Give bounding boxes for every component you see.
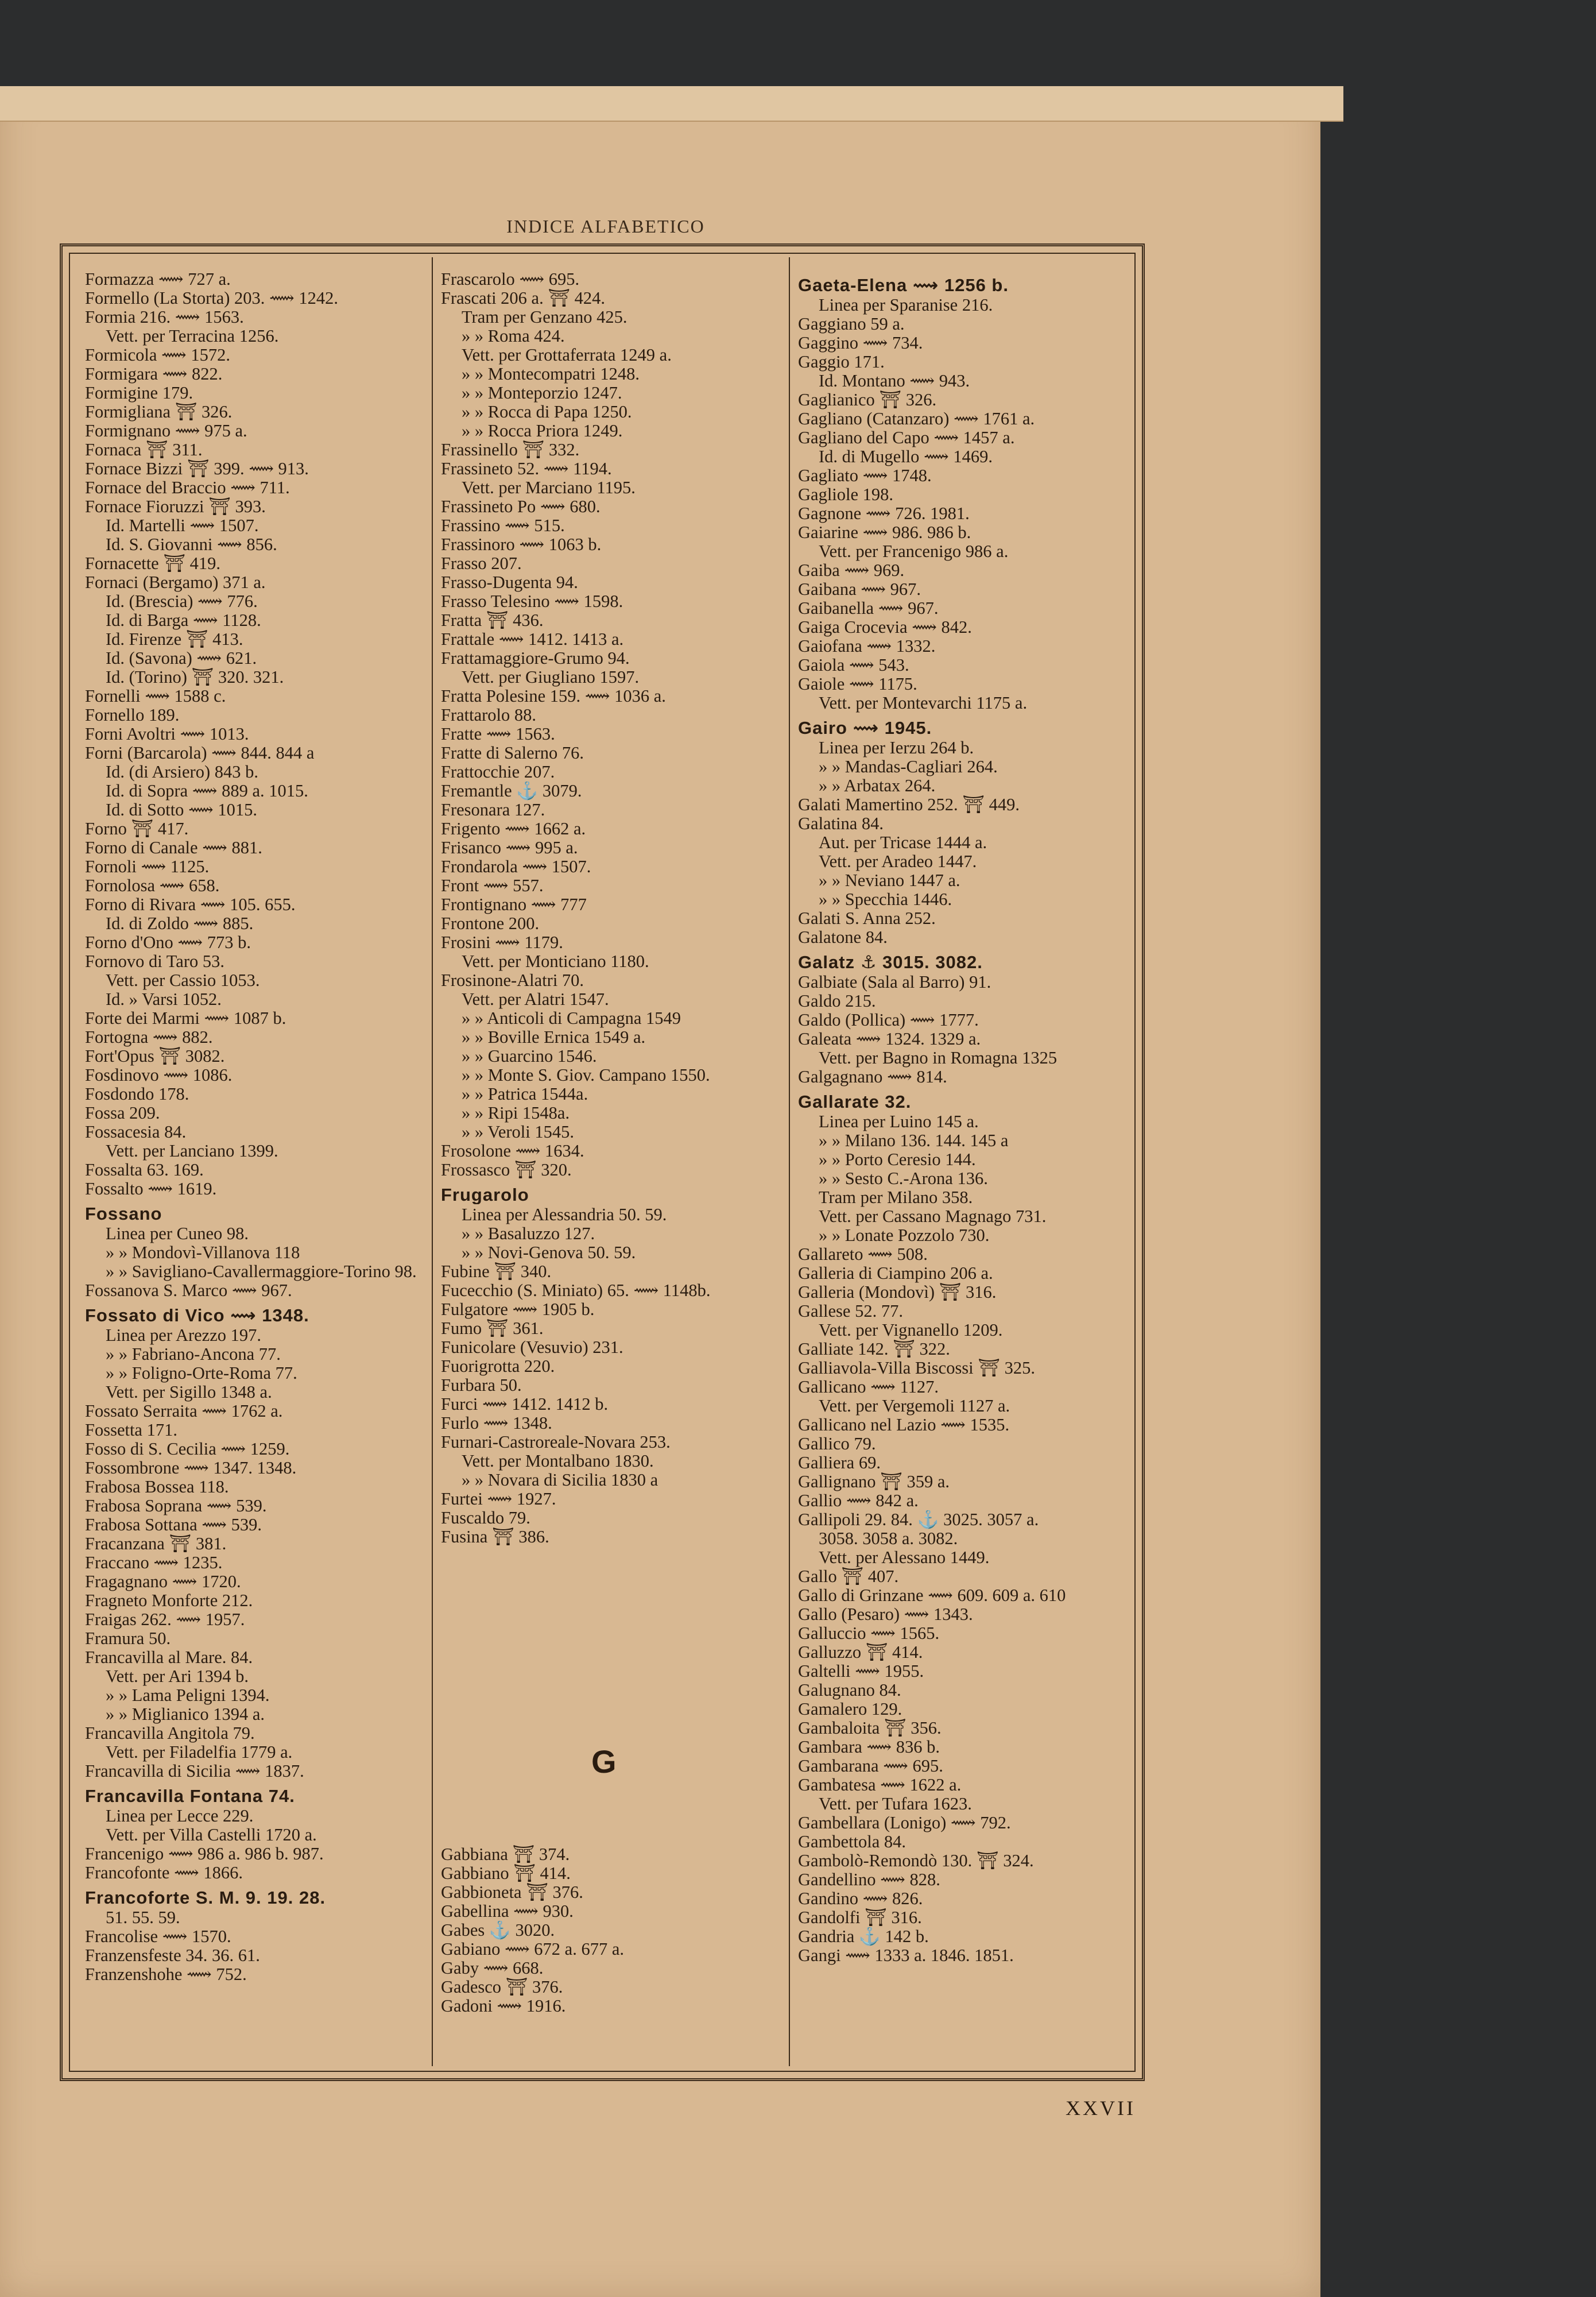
index-entry: Frascati 206 a. ⛩ 424. xyxy=(441,289,606,308)
index-entry: » » Guarcino 1546. xyxy=(462,1047,597,1066)
index-entry: Gagliato ⟿ 1748. xyxy=(798,466,932,485)
index-entry: Gaggiano 59 a. xyxy=(798,315,905,334)
index-entry: Fornoli ⟿ 1125. xyxy=(85,857,210,876)
index-entry: Fragneto Monforte 212. xyxy=(85,1591,253,1610)
index-entry: Gallo ⛩ 407. xyxy=(798,1567,899,1586)
index-entry: Fornace Fioruzzi ⛩ 393. xyxy=(85,497,266,516)
index-entry: » » Arbatax 264. xyxy=(819,776,936,795)
index-entry: Fratte di Salerno 76. xyxy=(441,744,584,763)
index-entry: Galdo (Pollica) ⟿ 1777. xyxy=(798,1011,979,1030)
index-entry: Gallareto ⟿ 508. xyxy=(798,1245,928,1264)
index-entry: Gambatesa ⟿ 1622 a. xyxy=(798,1776,962,1795)
index-entry: Forte dei Marmi ⟿ 1087 b. xyxy=(85,1009,286,1028)
index-entry: Furlo ⟿ 1348. xyxy=(441,1414,552,1433)
index-entry: Linea per Alessandria 50. 59. xyxy=(462,1205,667,1224)
index-heading: Francoforte S. M. 9. 19. 28. xyxy=(85,1888,326,1907)
index-entry: Frattale ⟿ 1412. 1413 a. xyxy=(441,630,624,649)
index-entry: Vett. per Vignanello 1209. xyxy=(819,1321,1003,1340)
index-entry: Formigine 179. xyxy=(85,384,193,403)
index-entry: Vett. per Marciano 1195. xyxy=(462,478,636,497)
index-entry: Frabosa Soprana ⟿ 539. xyxy=(85,1496,267,1515)
index-entry: Gadesco ⛩ 376. xyxy=(441,1978,563,1997)
index-entry: Vett. per Alessano 1449. xyxy=(819,1548,990,1567)
index-entry: Formicola ⟿ 1572. xyxy=(85,346,230,365)
index-column-3 xyxy=(798,270,1137,1965)
index-entry: » » Montecompatri 1248. xyxy=(462,365,640,384)
index-entry: » » Patrica 1544a. xyxy=(462,1085,588,1104)
index-entry: Id. (Savona) ⟿ 621. xyxy=(106,649,257,668)
index-entry: Galliavola-Villa Biscossi ⛩ 325. xyxy=(798,1359,1036,1378)
index-entry: Galdo 215. xyxy=(798,992,876,1011)
index-entry: Fortogna ⟿ 882. xyxy=(85,1028,213,1047)
index-entry: Id. » Varsi 1052. xyxy=(106,990,222,1009)
index-entry: Vett. per Montalbano 1830. xyxy=(462,1452,654,1471)
index-entry: Gambettola 84. xyxy=(798,1832,907,1851)
index-entry: Fracanzana ⛩ 381. xyxy=(85,1534,227,1553)
index-entry: Fumo ⛩ 361. xyxy=(441,1319,544,1338)
index-heading: Gallarate 32. xyxy=(798,1092,912,1111)
index-entry: Francofonte ⟿ 1866. xyxy=(85,1863,243,1882)
index-entry: Gabbiana ⛩ 374. xyxy=(441,1845,570,1864)
index-entry: Francavilla di Sicilia ⟿ 1837. xyxy=(85,1762,304,1781)
index-entry: Tram per Milano 358. xyxy=(819,1188,973,1207)
index-entry: » » Lonate Pozzolo 730. xyxy=(819,1226,990,1245)
index-column-1 xyxy=(85,270,424,1984)
index-entry: » » Miglianico 1394 a. xyxy=(106,1705,265,1724)
index-entry: Gabbiano ⛩ 414. xyxy=(441,1864,571,1883)
index-entry: Frosini ⟿ 1179. xyxy=(441,933,563,952)
index-entry: Gallo di Grinzane ⟿ 609. 609 a. 610 xyxy=(798,1586,1066,1605)
index-entry: Id. di Zoldo ⟿ 885. xyxy=(106,914,254,933)
index-entry: Gaiarine ⟿ 986. 986 b. xyxy=(798,523,971,542)
index-entry: Id. di Sopra ⟿ 889 a. 1015. xyxy=(106,782,308,801)
index-entry: Vett. per Vergemoli 1127 a. xyxy=(819,1397,1010,1416)
index-heading: Francavilla Fontana 74. xyxy=(85,1786,295,1805)
index-entry: Fulgatore ⟿ 1905 b. xyxy=(441,1300,595,1319)
index-entry: Galugnano 84. xyxy=(798,1681,901,1700)
index-entry: Furci ⟿ 1412. 1412 b. xyxy=(441,1395,609,1414)
index-entry: Framura 50. xyxy=(85,1629,171,1648)
index-entry: Aut. per Tricase 1444 a. xyxy=(819,833,987,852)
index-entry: Furnari-Castroreale-Novara 253. xyxy=(441,1433,671,1452)
index-entry: Gagliole 198. xyxy=(798,485,894,504)
index-entry: Formignano ⟿ 975 a. xyxy=(85,421,247,440)
index-entry: Fornelli ⟿ 1588 c. xyxy=(85,687,226,706)
index-entry: Frassinello ⛩ 332. xyxy=(441,440,580,459)
index-entry: Fubine ⛩ 340. xyxy=(441,1262,552,1281)
index-entry: Id. S. Giovanni ⟿ 856. xyxy=(106,535,277,554)
index-entry: Frassineto 52. ⟿ 1194. xyxy=(441,459,612,478)
index-entry: Galleria di Ciampino 206 a. xyxy=(798,1264,993,1283)
index-entry: Franzenshohe ⟿ 752. xyxy=(85,1965,247,1984)
index-entry: » » Sesto C.-Arona 136. xyxy=(819,1169,988,1188)
index-entry: Funicolare (Vesuvio) 231. xyxy=(441,1338,623,1357)
index-entry: Gaibana ⟿ 967. xyxy=(798,580,921,599)
index-entry: Id. Firenze ⛩ 413. xyxy=(106,630,243,649)
index-entry: Gandolfi ⛩ 316. xyxy=(798,1908,922,1927)
index-entry: Tram per Genzano 425. xyxy=(462,308,627,327)
index-entry: Fusina ⛩ 386. xyxy=(441,1528,549,1546)
index-entry: Id. di Sotto ⟿ 1015. xyxy=(106,801,258,819)
running-head: INDICE ALFABETICO xyxy=(506,216,705,237)
index-heading: Fossano xyxy=(85,1204,162,1223)
index-entry: Fornello 189. xyxy=(85,706,180,725)
index-entry: Fuscaldo 79. xyxy=(441,1509,530,1528)
index-entry: Fossato Serraita ⟿ 1762 a. xyxy=(85,1402,283,1421)
index-entry: Gallipoli 29. 84. ⚓ 3025. 3057 a. xyxy=(798,1510,1039,1529)
index-entry: Frontone 200. xyxy=(441,914,540,933)
index-entry: Frosolone ⟿ 1634. xyxy=(441,1142,584,1161)
index-entry: Fossanova S. Marco ⟿ 967. xyxy=(85,1281,292,1300)
index-entry: Frattarolo 88. xyxy=(441,706,537,725)
index-entry: Vett. per Villa Castelli 1720 a. xyxy=(106,1826,317,1844)
index-entry: 51. 55. 59. xyxy=(106,1908,180,1927)
page-top-edge xyxy=(0,86,1343,122)
index-entry: Galluccio ⟿ 1565. xyxy=(798,1624,940,1643)
index-entry: Forno di Rivara ⟿ 105. 655. xyxy=(85,895,296,914)
index-entry: Fossalta 63. 169. xyxy=(85,1161,204,1180)
index-entry: Vett. per Filadelfia 1779 a. xyxy=(106,1743,293,1762)
index-entry: Forno di Canale ⟿ 881. xyxy=(85,838,262,857)
index-entry: Linea per Ierzu 264 b. xyxy=(819,738,974,757)
index-heading: Gaeta-Elena ⟿ 1256 b. xyxy=(798,276,1009,295)
index-entry: » » Novara di Sicilia 1830 a xyxy=(462,1471,658,1490)
index-entry: Id. Montano ⟿ 943. xyxy=(819,372,970,390)
index-entry: » » Specchia 1446. xyxy=(819,890,952,909)
index-entry: Fossacesia 84. xyxy=(85,1123,187,1142)
index-entry: 3058. 3058 a. 3082. xyxy=(819,1529,958,1548)
index-entry: Galliera 69. xyxy=(798,1453,881,1472)
index-entry: Fornovo di Taro 53. xyxy=(85,952,224,971)
index-entry: Forno d'Ono ⟿ 773 b. xyxy=(85,933,251,952)
index-entry: Fratta ⛩ 436. xyxy=(441,611,544,630)
index-entry: Fornaca ⛩ 311. xyxy=(85,440,203,459)
index-entry: Gaby ⟿ 668. xyxy=(441,1959,544,1978)
index-heading: Gairo ⟿ 1945. xyxy=(798,718,932,737)
index-entry: Fornolosa ⟿ 658. xyxy=(85,876,220,895)
index-entry: Gangi ⟿ 1333 a. 1846. 1851. xyxy=(798,1946,1014,1965)
index-entry: Formigara ⟿ 822. xyxy=(85,365,223,384)
index-entry: » » Anticoli di Campagna 1549 xyxy=(462,1009,681,1028)
index-entry: » » Rocca Priora 1249. xyxy=(462,421,623,440)
index-entry: Fosso di S. Cecilia ⟿ 1259. xyxy=(85,1440,290,1459)
page-number: XXVII xyxy=(1066,2097,1136,2120)
index-entry: Gadoni ⟿ 1916. xyxy=(441,1997,566,2016)
index-entry: » » Ripi 1548a. xyxy=(462,1104,570,1123)
index-entry: Id. (di Arsiero) 843 b. xyxy=(106,763,258,782)
index-entry: Vett. per Monticiano 1180. xyxy=(462,952,649,971)
index-entry: Gallicano ⟿ 1127. xyxy=(798,1378,939,1397)
index-entry: Gaggio 171. xyxy=(798,353,885,372)
index-entry: » » Monte S. Giov. Campano 1550. xyxy=(462,1066,710,1085)
index-entry: Gabiano ⟿ 672 a. 677 a. xyxy=(441,1940,624,1959)
index-entry: Vett. per Cassio 1053. xyxy=(106,971,260,990)
index-entry: » » Monteporzio 1247. xyxy=(462,384,622,403)
index-entry: Galtelli ⟿ 1955. xyxy=(798,1662,924,1681)
index-entry: Fornace del Braccio ⟿ 711. xyxy=(85,478,290,497)
index-entry: Forni (Barcarola) ⟿ 844. 844 a xyxy=(85,744,315,763)
index-entry: » » Foligno-Orte-Roma 77. xyxy=(106,1364,297,1383)
index-entry: Galliate 142. ⛩ 322. xyxy=(798,1340,950,1359)
index-entry: Gallico 79. xyxy=(798,1434,876,1453)
index-entry: Fratte ⟿ 1563. xyxy=(441,725,555,744)
index-entry: Fresonara 127. xyxy=(441,801,545,819)
index-entry: Gaibanella ⟿ 967. xyxy=(798,599,939,618)
index-entry: Frascarolo ⟿ 695. xyxy=(441,270,580,289)
index-entry: Vett. per Francenigo 986 a. xyxy=(819,542,1009,561)
index-entry: Fraccano ⟿ 1235. xyxy=(85,1553,223,1572)
index-entry: Vett. per Sigillo 1348 a. xyxy=(106,1383,272,1402)
index-entry: Frassineto Po ⟿ 680. xyxy=(441,497,601,516)
index-entry: Gambaloita ⛩ 356. xyxy=(798,1719,942,1738)
index-entry: Formia 216. ⟿ 1563. xyxy=(85,308,244,327)
index-entry: Id. di Mugello ⟿ 1469. xyxy=(819,447,993,466)
index-entry: Fort'Opus ⛩ 3082. xyxy=(85,1047,225,1066)
index-entry: Gabes ⚓ 3020. xyxy=(441,1921,555,1940)
index-entry: Galeata ⟿ 1324. 1329 a. xyxy=(798,1030,981,1049)
index-entry: Vett. per Ari 1394 b. xyxy=(106,1667,249,1686)
index-entry: Gambellara (Lonigo) ⟿ 792. xyxy=(798,1813,1011,1832)
index-entry: » » Savigliano-Cavallermaggiore-Torino 98. xyxy=(106,1262,417,1281)
index-entry: » » Novi-Genova 50. 59. xyxy=(462,1243,636,1262)
index-heading: Galatz ⚓ 3015. 3082. xyxy=(798,953,983,972)
index-entry: Gambarana ⟿ 695. xyxy=(798,1757,943,1776)
index-entry: » » Neviano 1447 a. xyxy=(819,871,960,890)
index-entry: Frasso 207. xyxy=(441,554,522,573)
index-entry: Vett. per Lanciano 1399. xyxy=(106,1142,278,1161)
index-entry: Fossetta 171. xyxy=(85,1421,177,1440)
index-entry: Linea per Arezzo 197. xyxy=(106,1326,261,1345)
index-entry: Gabbioneta ⛩ 376. xyxy=(441,1883,583,1902)
index-entry: Gallese 52. 77. xyxy=(798,1302,903,1321)
index-entry: Fornace Bizzi ⛩ 399. ⟿ 913. xyxy=(85,459,309,478)
index-entry: Forni Avoltri ⟿ 1013. xyxy=(85,725,249,744)
index-entry: Gallo (Pesaro) ⟿ 1343. xyxy=(798,1605,973,1624)
index-entry: Fremantle ⚓ 3079. xyxy=(441,782,582,801)
index-entry: Frassinoro ⟿ 1063 b. xyxy=(441,535,602,554)
index-entry: Francolise ⟿ 1570. xyxy=(85,1927,231,1946)
index-entry: » » Roma 424. xyxy=(462,327,565,346)
index-entry: Fratta Polesine 159. ⟿ 1036 a. xyxy=(441,687,666,706)
index-entry: Gallicano nel Lazio ⟿ 1535. xyxy=(798,1416,1010,1434)
index-entry: Formazza ⟿ 727 a. xyxy=(85,270,231,289)
index-entry: Vett. per Bagno in Romagna 1325 xyxy=(819,1049,1057,1068)
index-entry: Gaglianico ⛩ 326. xyxy=(798,390,937,409)
index-entry: » » Lama Peligni 1394. xyxy=(106,1686,270,1705)
index-entry: » » Porto Ceresio 144. xyxy=(819,1150,976,1169)
section-letter: G xyxy=(591,1743,617,1780)
index-entry: Gandria ⚓ 142 b. xyxy=(798,1927,929,1946)
index-entry: Forno ⛩ 417. xyxy=(85,819,189,838)
index-entry: Front ⟿ 557. xyxy=(441,876,544,895)
index-entry: Fornaci (Bergamo) 371 a. xyxy=(85,573,266,592)
section-gap xyxy=(441,1546,782,1845)
index-entry: Gaggino ⟿ 734. xyxy=(798,334,923,353)
index-entry: » » Fabriano-Ancona 77. xyxy=(106,1345,281,1364)
index-entry: Gallio ⟿ 842 a. xyxy=(798,1491,919,1510)
index-entry: Gabellina ⟿ 930. xyxy=(441,1902,574,1921)
index-entry: Formello (La Storta) 203. ⟿ 1242. xyxy=(85,289,339,308)
index-entry: Frossasco ⛩ 320. xyxy=(441,1161,572,1180)
index-entry: » » Mondovì-Villanova 118 xyxy=(106,1243,300,1262)
index-entry: Frisanco ⟿ 995 a. xyxy=(441,838,578,857)
index-entry: Linea per Sparanise 216. xyxy=(819,296,993,315)
index-entry: Fossombrone ⟿ 1347. 1348. xyxy=(85,1459,297,1478)
index-entry: Fossa 209. xyxy=(85,1104,160,1123)
index-entry: Furtei ⟿ 1927. xyxy=(441,1490,556,1509)
index-entry: Galati S. Anna 252. xyxy=(798,909,936,928)
index-entry: Galatone 84. xyxy=(798,928,888,947)
index-entry: » » Veroli 1545. xyxy=(462,1123,574,1142)
index-entry: Frabosa Bossea 118. xyxy=(85,1478,229,1496)
index-entry: Gaiola ⟿ 543. xyxy=(798,656,909,675)
index-entry: » » Boville Ernica 1549 a. xyxy=(462,1028,646,1047)
index-entry: Gandellino ⟿ 828. xyxy=(798,1870,940,1889)
index-entry: Frasso-Dugenta 94. xyxy=(441,573,578,592)
index-entry: Galgagnano ⟿ 814. xyxy=(798,1068,947,1086)
index-entry: Fosdinovo ⟿ 1086. xyxy=(85,1066,233,1085)
index-heading: Fossato di Vico ⟿ 1348. xyxy=(85,1306,309,1325)
index-entry: Galleria (Mondovì) ⛩ 316. xyxy=(798,1283,997,1302)
index-entry: Gaiole ⟿ 1175. xyxy=(798,675,917,694)
index-entry: Fosdondo 178. xyxy=(85,1085,189,1104)
index-entry: Fornacette ⛩ 419. xyxy=(85,554,221,573)
index-entry: Vett. per Giugliano 1597. xyxy=(462,668,640,687)
index-entry: Francenigo ⟿ 986 a. 986 b. 987. xyxy=(85,1844,324,1863)
index-entry: Fucecchio (S. Miniato) 65. ⟿ 1148b. xyxy=(441,1281,711,1300)
index-entry: Galluzzo ⛩ 414. xyxy=(798,1643,923,1662)
index-entry: » » Basaluzzo 127. xyxy=(462,1224,595,1243)
index-entry: Fragagnano ⟿ 1720. xyxy=(85,1572,241,1591)
index-heading: Frugarolo xyxy=(441,1185,529,1204)
index-entry: Gandino ⟿ 826. xyxy=(798,1889,923,1908)
index-entry: Gaiofana ⟿ 1332. xyxy=(798,637,936,656)
index-entry: Vett. per Alatri 1547. xyxy=(462,990,609,1009)
index-entry: Gambara ⟿ 836 b. xyxy=(798,1738,940,1757)
index-entry: Gagliano del Capo ⟿ 1457 a. xyxy=(798,428,1015,447)
index-entry: Vett. per Tufara 1623. xyxy=(819,1795,972,1813)
index-entry: Furbara 50. xyxy=(441,1376,522,1395)
index-entry: Franzensfeste 34. 36. 61. xyxy=(85,1946,260,1965)
index-entry: Id. Martelli ⟿ 1507. xyxy=(106,516,259,535)
column-divider xyxy=(789,257,790,2066)
index-entry: Gagnone ⟿ 726. 1981. xyxy=(798,504,970,523)
index-entry: » » Mandas-Cagliari 264. xyxy=(819,757,998,776)
index-entry: Id. (Brescia) ⟿ 776. xyxy=(106,592,258,611)
index-entry: Frabosa Sottana ⟿ 539. xyxy=(85,1515,262,1534)
index-entry: Frattamaggiore-Grumo 94. xyxy=(441,649,630,668)
index-entry: Vett. per Terracina 1256. xyxy=(106,327,279,346)
index-entry: Gamalero 129. xyxy=(798,1700,902,1719)
index-entry: » » Rocca di Papa 1250. xyxy=(462,403,632,421)
index-entry: Id. (Torino) ⛩ 320. 321. xyxy=(106,668,284,687)
index-entry: Frondarola ⟿ 1507. xyxy=(441,857,591,876)
index-entry: Gaiga Crocevia ⟿ 842. xyxy=(798,618,972,637)
index-entry: Linea per Lecce 229. xyxy=(106,1807,254,1826)
index-entry: Vett. per Montevarchi 1175 a. xyxy=(819,694,1028,713)
index-entry: Gambolò-Remondò 130. ⛩ 324. xyxy=(798,1851,1034,1870)
index-entry: Vett. per Cassano Magnago 731. xyxy=(819,1207,1047,1226)
index-entry: Frasso Telesino ⟿ 1598. xyxy=(441,592,623,611)
index-entry: Fraigas 262. ⟿ 1957. xyxy=(85,1610,245,1629)
index-entry: Linea per Cuneo 98. xyxy=(106,1224,249,1243)
index-entry: Frontignano ⟿ 777 xyxy=(441,895,587,914)
index-entry: Galbiate (Sala al Barro) 91. xyxy=(798,973,991,992)
index-entry: Fossalto ⟿ 1619. xyxy=(85,1180,217,1198)
index-entry: Formigliana ⛩ 326. xyxy=(85,403,233,421)
index-entry: Fuorigrotta 220. xyxy=(441,1357,555,1376)
index-entry: Frosinone-Alatri 70. xyxy=(441,971,584,990)
index-entry: Francavilla Angitola 79. xyxy=(85,1724,255,1743)
index-entry: Vett. per Grottaferrata 1249 a. xyxy=(462,346,672,365)
index-entry: Vett. per Aradeo 1447. xyxy=(819,852,977,871)
column-divider xyxy=(432,257,433,2066)
index-entry: Gallignano ⛩ 359 a. xyxy=(798,1472,950,1491)
index-entry: » » Milano 136. 144. 145 a xyxy=(819,1131,1009,1150)
index-entry: Galatina 84. xyxy=(798,814,884,833)
index-entry: Gagliano (Catanzaro) ⟿ 1761 a. xyxy=(798,409,1035,428)
index-entry: Francavilla al Mare. 84. xyxy=(85,1648,253,1667)
index-entry: Frigento ⟿ 1662 a. xyxy=(441,819,586,838)
index-entry: Frattocchie 207. xyxy=(441,763,555,782)
index-entry: Gaiba ⟿ 969. xyxy=(798,561,905,580)
index-entry: Linea per Luino 145 a. xyxy=(819,1112,979,1131)
index-entry: Galati Mamertino 252. ⛩ 449. xyxy=(798,795,1020,814)
index-entry: Id. di Barga ⟿ 1128. xyxy=(106,611,261,630)
index-entry: Frassino ⟿ 515. xyxy=(441,516,565,535)
